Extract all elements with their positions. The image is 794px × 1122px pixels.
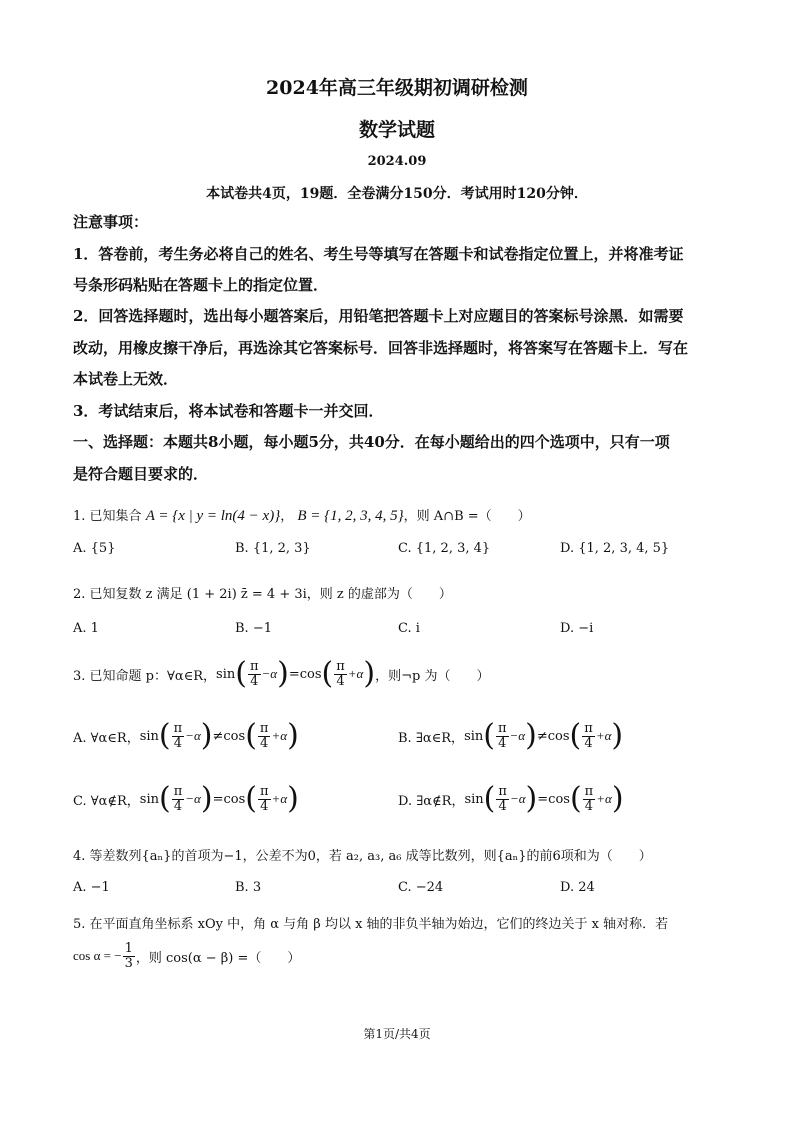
- q3-four: 4: [260, 798, 269, 814]
- q3-minus-alpha: −α: [509, 728, 526, 743]
- exam-date: 2024.09: [367, 154, 427, 169]
- q3-sin: sin: [464, 791, 484, 807]
- q3-plus-alpha: +α: [596, 791, 612, 806]
- q3-pi: π: [497, 720, 507, 736]
- q1-option-c: C. {1, 2, 3, 4}: [398, 541, 491, 556]
- q3-pi: π: [336, 658, 345, 674]
- q3-option-b-label: B. ∃α∈R，: [398, 730, 465, 746]
- exam-subject: 数学试题: [358, 119, 435, 141]
- q3-minus-alpha: −α: [509, 791, 526, 806]
- q3-minus-alpha: −α: [185, 728, 201, 743]
- q3-stem-expression: sin ( $\frac{\pi}{4}$ −α ) = cos ( $\frac{\pi}{4}$ +α ): [216, 656, 376, 691]
- q1-suffix: ，则 A∩B =（ ）: [403, 509, 531, 524]
- q3-four: 4: [584, 798, 594, 814]
- exam-summary: 本试卷共4页，19题．全卷满分150分．考试用时120分钟．: [206, 186, 588, 202]
- notes-item2-line3: 本试卷上无效．: [73, 370, 179, 388]
- q1-option-a: A. {5}: [73, 541, 116, 556]
- q3-prefix: 3. 已知命题 p：∀α∈R，: [73, 668, 217, 684]
- q3-four: 4: [584, 735, 593, 751]
- q3-sin: sin: [139, 791, 159, 807]
- section1-line2: 是符合题目要求的．: [73, 465, 209, 483]
- q3-pi: π: [584, 720, 593, 736]
- q3-minus-alpha: −α: [185, 791, 201, 806]
- q3-pi: π: [249, 658, 259, 674]
- q3-pi: π: [584, 783, 594, 799]
- section1-line1: 一、选择题：本题共8小题，每小题5分，共40分．在每小题给出的四个选项中，只有一项: [73, 433, 670, 451]
- q3-sin: sin: [139, 728, 159, 744]
- q5-cos-prefix: cos α = −: [73, 948, 122, 963]
- q3-cos: cos: [223, 791, 246, 807]
- q3-pi: π: [259, 720, 269, 736]
- q1-set-b: B = {1, 2, 3, 4, 5}: [297, 508, 404, 524]
- q1-option-b: B. {1, 2, 3}: [235, 541, 311, 556]
- q3-neq: ≠: [212, 728, 224, 744]
- q3-cos: cos: [548, 791, 570, 807]
- q3-option-d-label: D. ∃α∉R，: [398, 793, 465, 809]
- q3-four: 4: [498, 798, 507, 814]
- q3-cos: cos: [299, 666, 322, 682]
- q3-cos: cos: [547, 728, 570, 744]
- exam-title: 2024年高三年级期初调研检测: [266, 77, 528, 99]
- q3-plus-alpha: +α: [271, 791, 288, 806]
- question-4-stem: 4. 等差数列{aₙ}的首项为−1，公差不为0，若 a₂, a₃, a₆ 成等比数列，则{aₙ}的前6项和为（ ）: [73, 849, 652, 864]
- q4-option-b: B. 3: [235, 880, 262, 895]
- q2-option-b: B. −1: [235, 621, 272, 636]
- notes-item1-line2: 号条形码粘贴在答题卡上的指定位置．: [73, 276, 329, 294]
- q3-four: 4: [498, 735, 507, 751]
- question-5-stem-line2: [73, 937, 300, 975]
- notes-item3: 3．考试结束后，将本试卷和答题卡一并交回．: [73, 402, 384, 420]
- q3-pi: π: [498, 783, 507, 799]
- q4-option-a: A. −1: [73, 880, 110, 895]
- q1-set-a: A = {x | y = ln(4 − x)}: [145, 508, 281, 524]
- notes-item2-line1: 2．回答选择题时，选出每小题答案后，用铅笔把答题卡上对应题目的答案标号涂黑．如需要: [73, 307, 684, 325]
- q2-option-c: C. i: [398, 621, 420, 636]
- q3-sin: sin: [464, 728, 484, 744]
- q3-neq: ≠: [536, 728, 548, 744]
- q3-eq: =: [537, 791, 549, 807]
- q3-option-c-label: C. ∀α∉R，: [73, 793, 140, 809]
- question-1-stem: [73, 506, 531, 527]
- q3-option-c: C. ∀α∉R， sin ( $\frac{\pi}{4}$ −α ) = cos ( $\frac{\pi}{4}$ +α ): [73, 781, 299, 816]
- q3-option-b: B. ∃α∈R， sin ( $\frac{\pi}{4}$ −α ) ≠ cos ( $\frac{\pi}{4}$ +α ): [398, 718, 624, 753]
- q5-frac-den: 3: [124, 955, 133, 971]
- q4-option-d: D. 24: [560, 880, 595, 895]
- q3-minus-alpha: −α: [261, 666, 278, 681]
- page-number: 第1页/共4页: [363, 1027, 431, 1041]
- q1-option-d: D. {1, 2, 3, 4, 5}: [560, 541, 670, 556]
- q3-four: 4: [173, 798, 183, 814]
- q3-four: 4: [173, 735, 183, 751]
- notes-heading: 注意事项：: [73, 213, 149, 231]
- q3-four: 4: [250, 673, 259, 689]
- q3-plus-alpha: +α: [347, 666, 364, 681]
- q3-pi: π: [173, 783, 183, 799]
- q3-pi: π: [173, 720, 183, 736]
- q3-option-d: D. ∃α∉R， sin ( $\frac{\pi}{4}$ −α ) = cos ( $\frac{\pi}{4}$ +α ): [398, 781, 624, 816]
- q2-option-d: D. −i: [560, 621, 594, 636]
- q3-pi: π: [260, 783, 269, 799]
- q3-plus-alpha: +α: [595, 728, 612, 743]
- notes-item1-line1: 1．答卷前，考生务必将自己的姓名、考生号等填写在答题卡和试卷指定位置上，并将准考证: [73, 245, 684, 263]
- q3-eq: =: [212, 791, 224, 807]
- notes-item2-line2: 改动，用橡皮擦干净后，再选涂其它答案标号．回答非选择题时，将答案写在答题卡上．写在: [73, 339, 689, 357]
- question-5-stem-line1: 5. 在平面直角坐标系 xOy 中，角 α 与角 β 均以 x 轴的非负半轴为始边，它们的终边关于 x 轴对称．若: [73, 917, 669, 932]
- q3-sin: sin: [216, 666, 236, 682]
- q3-four: 4: [336, 673, 345, 689]
- q5-suffix: ，则 cos(α − β) =（ ）: [135, 950, 301, 966]
- q3-four: 4: [260, 735, 269, 751]
- q5-frac-num: 1: [124, 940, 133, 956]
- q3-cos: cos: [223, 728, 246, 744]
- q2-option-a: A. 1: [73, 621, 99, 636]
- question-3-stem: [73, 657, 489, 691]
- q3-eq: =: [288, 666, 300, 682]
- q3-plus-alpha: +α: [271, 728, 288, 743]
- question-2-stem: 2. 已知复数 z 满足 (1 + 2i) z̄ = 4 + 3i，则 z 的虚部为（ ）: [73, 587, 452, 602]
- q1-prefix: 1. 已知集合: [73, 509, 142, 524]
- q3-option-a-label: A. ∀α∈R，: [73, 730, 140, 746]
- q3-option-a: A. ∀α∈R， sin ( $\frac{\pi}{4}$ −α ) ≠ cos ( $\frac{\pi}{4}$ +α ): [73, 718, 299, 753]
- q4-option-c: C. −24: [398, 880, 444, 895]
- q1-mid: ，: [280, 509, 294, 524]
- q3-suffix: ，则¬p 为（ ）: [375, 668, 490, 684]
